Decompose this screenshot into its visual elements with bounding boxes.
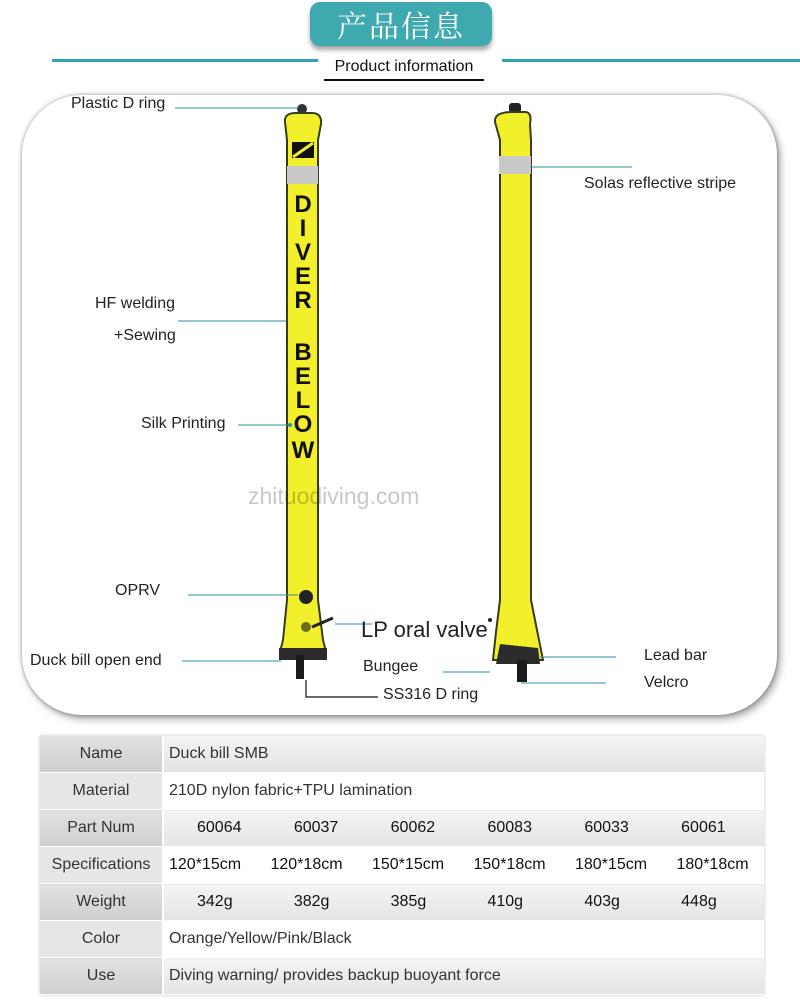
label-hf-welding: HF welding xyxy=(95,295,176,312)
table-row-name xyxy=(40,736,764,773)
oprv-valve xyxy=(299,590,313,604)
weight-cell: 382g xyxy=(293,893,330,910)
label-lead-bar: Lead bar xyxy=(644,647,708,664)
print-letter: L xyxy=(295,387,311,414)
buoy-back xyxy=(488,103,543,682)
part-num-cell: 60033 xyxy=(584,819,629,836)
buoy-back-body xyxy=(493,112,543,660)
label-duck-bill: Duck bill open end xyxy=(30,652,162,669)
weight-cell: 385g xyxy=(390,893,427,910)
ss316-callout xyxy=(306,680,378,697)
print-letter: O xyxy=(293,411,313,438)
spec-values xyxy=(169,856,764,874)
label-velcro: Velcro xyxy=(644,674,689,691)
weight-cell: 448g xyxy=(681,893,717,910)
weight-cell: 403g xyxy=(584,893,620,910)
table-row-material xyxy=(40,773,764,810)
label-oprv: OPRV xyxy=(115,582,161,599)
spec-cell: 120*15cm xyxy=(169,856,242,873)
weight-values xyxy=(169,893,764,911)
row-header: Color xyxy=(40,921,163,958)
table-row-use xyxy=(40,958,764,995)
row-header: Part Num xyxy=(40,810,163,847)
row-value: Orange/Yellow/Pink/Black xyxy=(163,921,764,958)
weight-cell: 342g xyxy=(197,893,233,910)
row-header: Specifications xyxy=(40,847,163,884)
print-letter: R xyxy=(294,287,312,314)
part-num-cell: 60061 xyxy=(681,819,726,836)
spec-cell: 150*15cm xyxy=(372,856,445,873)
part-num-values xyxy=(169,819,764,837)
ss316-d-ring-strap xyxy=(296,655,304,679)
print-letter: B xyxy=(294,339,312,366)
table-row-specifications xyxy=(40,847,764,884)
label-lp-oral-valve: LP oral valve xyxy=(361,617,488,642)
spec-cell: 120*18cm xyxy=(270,856,343,873)
print-letter: E xyxy=(294,263,312,290)
print-letter: D xyxy=(294,191,312,218)
label-silk-printing: Silk Printing xyxy=(141,415,226,432)
label-ss316-d-ring: SS316 D ring xyxy=(383,686,479,703)
front-reflective-stripe xyxy=(287,166,318,184)
label-bungee: Bungee xyxy=(363,658,419,675)
section-subtitle: Product information xyxy=(324,58,484,81)
print-letter: E xyxy=(294,363,312,390)
part-num-cell: 60064 xyxy=(197,819,242,836)
watermark: zhituodiving.com xyxy=(248,483,420,509)
solas-reflective-stripe xyxy=(499,156,531,174)
row-value: Duck bill SMB xyxy=(163,736,764,773)
weight-cell: 410g xyxy=(487,893,524,910)
row-header: Material xyxy=(40,773,163,810)
part-num-cell: 60062 xyxy=(390,819,436,836)
table-row-part-num xyxy=(40,810,764,847)
oral-valve xyxy=(301,622,311,632)
spec-cell: 180*15cm xyxy=(575,856,648,873)
row-header: Weight xyxy=(40,884,163,921)
section-title-badge: 产品信息 xyxy=(310,2,492,46)
spec-table xyxy=(40,736,764,995)
print-letter: W xyxy=(291,437,315,464)
print-letter: V xyxy=(294,239,312,266)
part-num-cell: 60083 xyxy=(487,819,532,836)
part-num-cell: 60037 xyxy=(293,819,339,836)
label-plastic-d-ring: Plastic D ring xyxy=(71,95,166,112)
print-letter: I xyxy=(299,215,307,242)
velcro-strap xyxy=(517,660,527,682)
label-solas-stripe: Solas reflective stripe xyxy=(584,175,737,192)
row-value: 210D nylon fabric+TPU lamination xyxy=(163,773,764,810)
table-row-color xyxy=(40,921,764,958)
label-sewing: +Sewing xyxy=(114,327,176,344)
row-value: Diving warning/ provides backup buoyant force xyxy=(163,958,764,995)
spec-cell: 150*18cm xyxy=(473,856,546,873)
row-header: Name xyxy=(40,736,163,773)
row-header: Use xyxy=(40,958,163,995)
table-row-weight xyxy=(40,884,764,921)
spec-cell: 180*18cm xyxy=(676,856,749,873)
callout-lines xyxy=(175,108,632,683)
